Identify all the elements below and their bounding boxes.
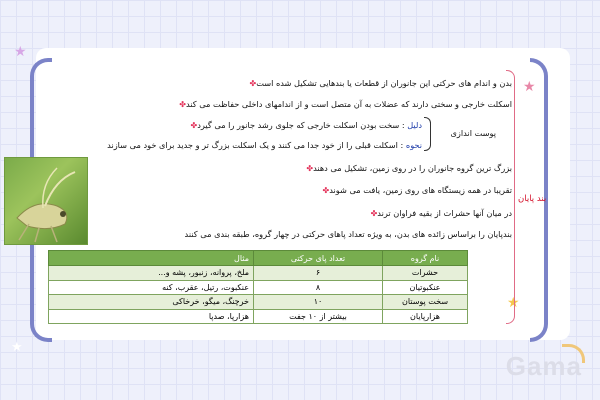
star-bullet-icon: ✤ bbox=[249, 79, 257, 88]
decor-star-icon: ★ bbox=[14, 44, 27, 60]
section-label: بند پایان bbox=[518, 194, 547, 204]
table-cell: بیشتر از ۱۰ جفت bbox=[254, 309, 383, 324]
table-row bbox=[49, 309, 468, 324]
star-bullet-icon: ✤ bbox=[179, 100, 186, 109]
star-bullet-icon: ✤ bbox=[306, 164, 314, 173]
section-brace bbox=[506, 70, 515, 324]
table-cell: عنکبوت، رتیل، عقرب، کنه bbox=[49, 280, 254, 295]
decor-star-icon: ★ bbox=[523, 79, 536, 95]
table-cell: ۸ bbox=[254, 280, 383, 295]
insect-photo bbox=[4, 157, 88, 245]
table-cell: ۱۰ bbox=[254, 295, 383, 310]
table-cell: سخت پوستان bbox=[383, 295, 468, 310]
table-cell: حشرات bbox=[383, 266, 468, 281]
molting-brace bbox=[424, 117, 431, 151]
reason-line: دلیل : سخت بودن اسکلت خارجی که جلوی رشد جانور را می گیرد✤ bbox=[190, 120, 422, 130]
table-row bbox=[49, 266, 468, 281]
table-row bbox=[49, 280, 468, 295]
decor-star-icon: ★ bbox=[507, 295, 520, 311]
star-bullet-icon: ✤ bbox=[370, 209, 378, 218]
text-line-6: تقریبا در همه زیستگاه های روی زمین، یافت می شوند✤ bbox=[322, 185, 512, 195]
decor-star-icon: ★ bbox=[11, 340, 23, 355]
star-bullet-icon: ✤ bbox=[190, 121, 198, 130]
text-line-5: بزرگ ترین گروه جانوران را در روی زمین، تشکیل می دهند✤ bbox=[306, 163, 512, 173]
molting-label: پوست اندازی bbox=[450, 128, 496, 138]
table-cell: عنکبوتیان bbox=[383, 280, 468, 295]
table-cell: هزارپایان bbox=[383, 309, 468, 324]
table-header-group: نام گروه bbox=[383, 251, 468, 266]
table-header-legs: تعداد پای حرکتی bbox=[254, 251, 383, 266]
table-cell: هزارپا، صدپا bbox=[49, 309, 254, 324]
text-line-1: بدن و اندام های حرکتی این جانوران از قطعات یا بندهایی تشکیل شده است✤ bbox=[249, 78, 512, 88]
table-cell: ملخ، پروانه، زنبور، پشه و... bbox=[49, 266, 254, 281]
table-cell: ۶ bbox=[254, 266, 383, 281]
star-bullet-icon: ✤ bbox=[322, 186, 330, 195]
text-line-2: اسکلت خارجی و سختی دارند که عضلات به آن متصل است و از اندامهای داخلی حفاظت می کند✤ bbox=[179, 99, 512, 109]
text-line-7: در میان آنها حشرات از بقیه فراوان ترند✤ bbox=[370, 208, 512, 218]
table-row bbox=[49, 295, 468, 310]
arthropod-table bbox=[48, 250, 468, 324]
text-line-8: بندپایان را براساس زائده های بدن، به ویژه تعداد پاهای حرکتی در چهار گروه، طبقه بندی می کنند bbox=[184, 229, 512, 239]
table-cell: خرچنگ، میگو، خرخاکی bbox=[49, 295, 254, 310]
table-header-example: مثال bbox=[49, 251, 254, 266]
method-line: نحوه : اسکلت قبلی را از خود جدا می کنند و یک اسکلت بزرگ تر و جدید برای خود می سازند bbox=[107, 140, 422, 150]
watermark-logo: Gama bbox=[505, 351, 582, 381]
